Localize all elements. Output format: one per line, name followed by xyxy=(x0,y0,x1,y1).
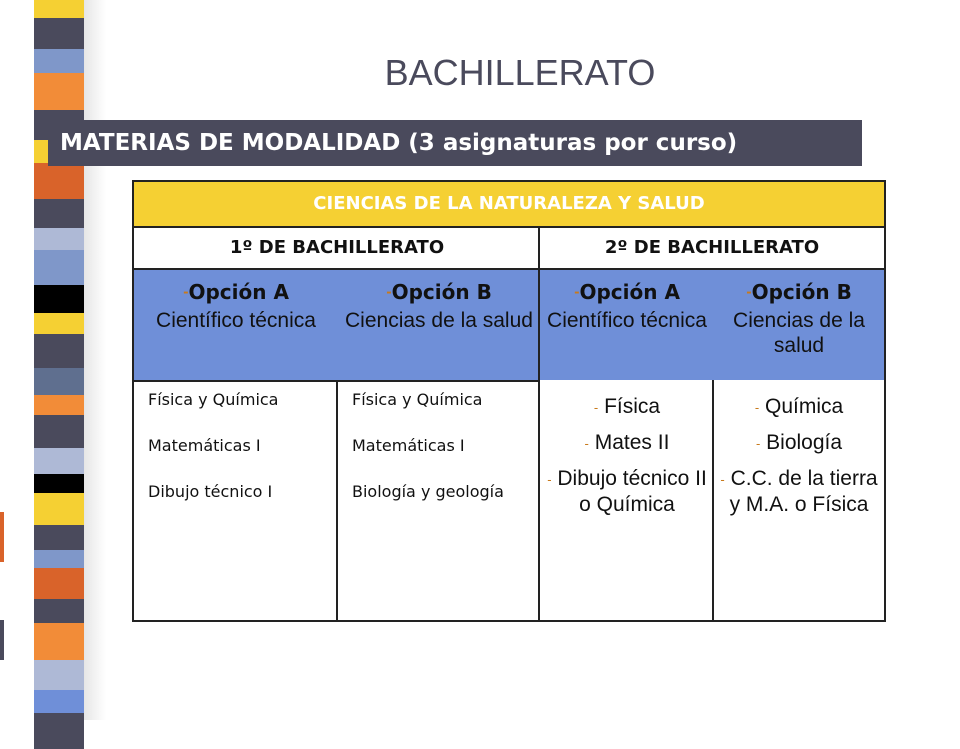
stripe-segment xyxy=(34,163,84,199)
table-header: CIENCIAS DE LA NATURALEZA Y SALUD xyxy=(134,182,884,228)
left-edge xyxy=(0,0,34,720)
option-desc: Científico técnica xyxy=(547,308,707,332)
option-title: -Opción B xyxy=(746,280,852,304)
option-title: -Opción A xyxy=(183,280,289,304)
option-title: -Opción B xyxy=(386,280,492,304)
stripe-segment xyxy=(34,415,84,448)
subject-item: - Dibujo técnico II o Química xyxy=(547,466,707,516)
subject-item: - Mates II xyxy=(584,430,670,454)
subject-item: Biología y geología xyxy=(352,482,504,501)
subject-item: Matemáticas I xyxy=(352,436,465,455)
stripe-segment xyxy=(34,334,84,368)
option-cell-1b xyxy=(338,270,540,380)
subject-item: Matemáticas I xyxy=(148,436,261,455)
stripe-segment xyxy=(34,368,84,395)
subject-item: Física y Química xyxy=(148,390,279,409)
stripe-segment xyxy=(34,599,84,623)
subject-item: Física y Química xyxy=(352,390,483,409)
column-divider xyxy=(712,380,714,620)
stripe-segment xyxy=(34,18,84,49)
column-divider xyxy=(336,380,338,620)
stripe-segment xyxy=(34,199,84,228)
subject-item: - Biología xyxy=(755,430,843,454)
subject-item: - C.C. de la tierra y M.A. o Física xyxy=(720,466,878,516)
decorative-stripe xyxy=(34,0,84,720)
subtitle-bar: MATERIAS DE MODALIDAD (3 asignaturas por curso) xyxy=(48,120,862,166)
stripe-segment xyxy=(34,73,84,110)
stripe-segment xyxy=(34,713,84,749)
subjects-cell-1a xyxy=(134,380,338,620)
stripe-segment xyxy=(34,448,84,474)
subjects-cell-1b xyxy=(338,380,540,620)
column-divider xyxy=(538,228,540,620)
stripe-shadow xyxy=(84,0,106,720)
year-2-header: 2º DE BACHILLERATO xyxy=(540,228,884,270)
subjects-table xyxy=(132,180,886,622)
option-title: -Opción A xyxy=(574,280,680,304)
year-1-header: 1º DE BACHILLERATO xyxy=(134,228,540,270)
option-cell-2b xyxy=(714,270,884,380)
stripe-segment xyxy=(34,660,84,690)
stripe-segment xyxy=(34,228,84,250)
option-desc: Científico técnica xyxy=(156,308,316,332)
subject-item: Dibujo técnico I xyxy=(148,482,273,501)
stripe-segment xyxy=(34,474,84,493)
subject-item: - Física xyxy=(593,395,661,418)
stripe-segment xyxy=(34,250,84,285)
option-desc: Ciencias de la salud xyxy=(733,308,865,357)
stripe-segment xyxy=(34,0,84,18)
edge-mark xyxy=(0,620,4,660)
stripe-segment xyxy=(34,623,84,660)
stripe-segment xyxy=(34,493,84,525)
stripe-segment xyxy=(34,285,84,313)
stripe-segment xyxy=(34,525,84,550)
stripe-segment xyxy=(34,395,84,415)
subjects-cell-2a xyxy=(540,380,714,620)
subject-item: - Química xyxy=(754,395,844,418)
option-desc: Ciencias de la salud xyxy=(345,308,533,332)
slide-title: BACHILLERATO xyxy=(384,52,656,93)
edge-mark xyxy=(0,512,4,562)
stripe-segment xyxy=(34,568,84,599)
stripe-segment xyxy=(34,313,84,334)
stripe-segment xyxy=(34,49,84,73)
subjects-cell-2b xyxy=(714,380,884,620)
option-cell-2a xyxy=(540,270,714,380)
stripe-segment xyxy=(34,690,84,713)
stripe-segment xyxy=(34,550,84,568)
option-cell-1a xyxy=(134,270,338,380)
